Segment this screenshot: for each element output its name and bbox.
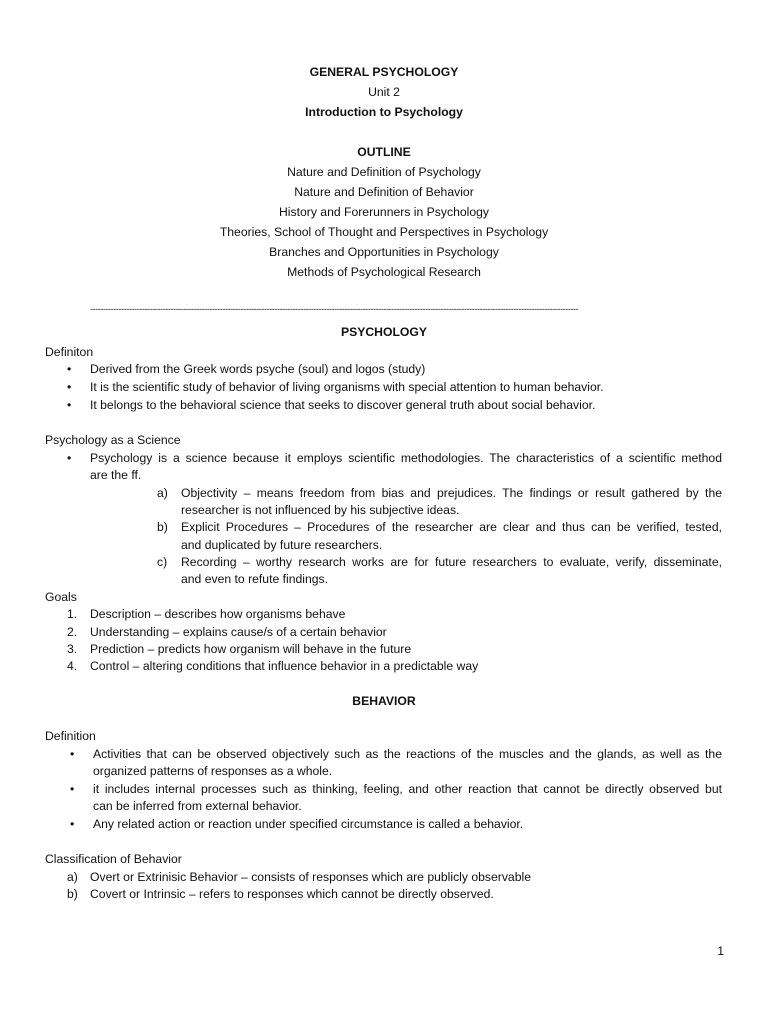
bullet-icon: • [67, 362, 72, 376]
goal-item: Prediction – predicts how organism will behave in the future [90, 642, 412, 656]
classification-marker: a) [67, 870, 78, 884]
outline-item: History and Forerunners in Psychology [279, 205, 489, 219]
outline-item: Nature and Definition of Psychology [287, 165, 481, 179]
classification-item: Overt or Extrinisic Behavior – consists of responses which are publicly observable [90, 870, 531, 884]
behavior-bullet-line: can be inferred from external behavior. [93, 799, 302, 813]
science-label: Psychology as a Science [45, 433, 181, 447]
science-bullet-line: Psychology is a science because it employs scientific methodologies. The characteristics of a scientific method [90, 451, 722, 465]
definition-bullet: It belongs to the behavioral science that seeks to discover general truth about social behavior. [90, 398, 596, 412]
characteristic-line: Objectivity – means freedom from bias and prejudices. The findings or result gathered by the [181, 486, 722, 500]
classification-marker: b) [67, 887, 78, 901]
characteristic-marker: a) [157, 486, 168, 500]
definition-bullet: It is the scientific study of behavior of living organisms with special attention to human behavior. [90, 380, 604, 394]
outline-item: Methods of Psychological Research [287, 265, 481, 279]
classification-item: Covert or Intrinsic – refers to responses which cannot be directly observed. [90, 887, 494, 901]
bullet-icon: • [70, 817, 75, 831]
characteristic-line: Explicit Procedures – Procedures of the researcher are clear and thus can be verified, tested, [181, 520, 722, 534]
bullet-icon: • [70, 747, 75, 761]
definition-bullet: Derived from the Greek words psyche (soul) and logos (study) [90, 362, 426, 376]
bullet-icon: • [70, 782, 75, 796]
outline-heading: OUTLINE [357, 145, 411, 159]
characteristic-line: and duplicated by future researchers. [181, 538, 383, 552]
unit-label: Unit 2 [368, 85, 400, 99]
goal-marker: 3. [67, 642, 78, 656]
bullet-icon: • [67, 398, 72, 412]
separator-line: -------------------------------------------------------------------------------------------------------------------------------------------------------------------------------------------- [90, 304, 579, 314]
characteristic-line: researcher is not influenced by his subjective ideas. [181, 503, 460, 517]
unit-title: Introduction to Psychology [305, 105, 463, 119]
goal-marker: 1. [67, 607, 78, 621]
goal-marker: 4. [67, 659, 78, 673]
behavior-bullet-line: it includes internal processes such as thinking, feeling, and other reaction that cannot be directly observed but [93, 782, 722, 796]
characteristic-line: Recording – worthy research works are for future researchers to evaluate, verify, disseminate, [181, 555, 722, 569]
goal-item: Control – altering conditions that influence behavior in a predictable way [90, 659, 479, 673]
classification-label: Classification of Behavior [45, 852, 182, 866]
psychology-heading: PSYCHOLOGY [340, 325, 427, 339]
page-number: 1 [717, 944, 724, 958]
characteristic-line: and even to refute findings. [181, 572, 329, 586]
bullet-icon: • [67, 451, 72, 465]
outline-item: Theories, School of Thought and Perspectives in Psychology [219, 225, 549, 239]
goal-item: Understanding – explains cause/s of a certain behavior [90, 625, 387, 639]
outline-item: Branches and Opportunities in Psychology [269, 245, 499, 259]
bullet-icon: • [67, 380, 72, 394]
definition-label: Definiton [45, 345, 94, 359]
goal-marker: 2. [67, 625, 78, 639]
behavior-bullet-line: Any related action or reaction under specified circumstance is called a behavior. [93, 817, 524, 831]
course-title: GENERAL PSYCHOLOGY [309, 65, 459, 79]
behavior-definition-label: Definition [45, 729, 96, 743]
outline-item: Nature and Definition of Behavior [294, 185, 474, 199]
characteristic-marker: b) [157, 520, 168, 534]
goals-label: Goals [45, 590, 77, 604]
behavior-bullet-line: organized patterns of responses as a whole. [93, 764, 333, 778]
science-bullet-line: are the ff. [90, 468, 142, 482]
goal-item: Description – describes how organisms behave [90, 607, 346, 621]
characteristic-marker: c) [157, 555, 168, 569]
behavior-heading: BEHAVIOR [352, 694, 416, 708]
behavior-bullet-line: Activities that can be observed objectively such as the reactions of the muscles and the glands, as well as the [93, 747, 722, 761]
